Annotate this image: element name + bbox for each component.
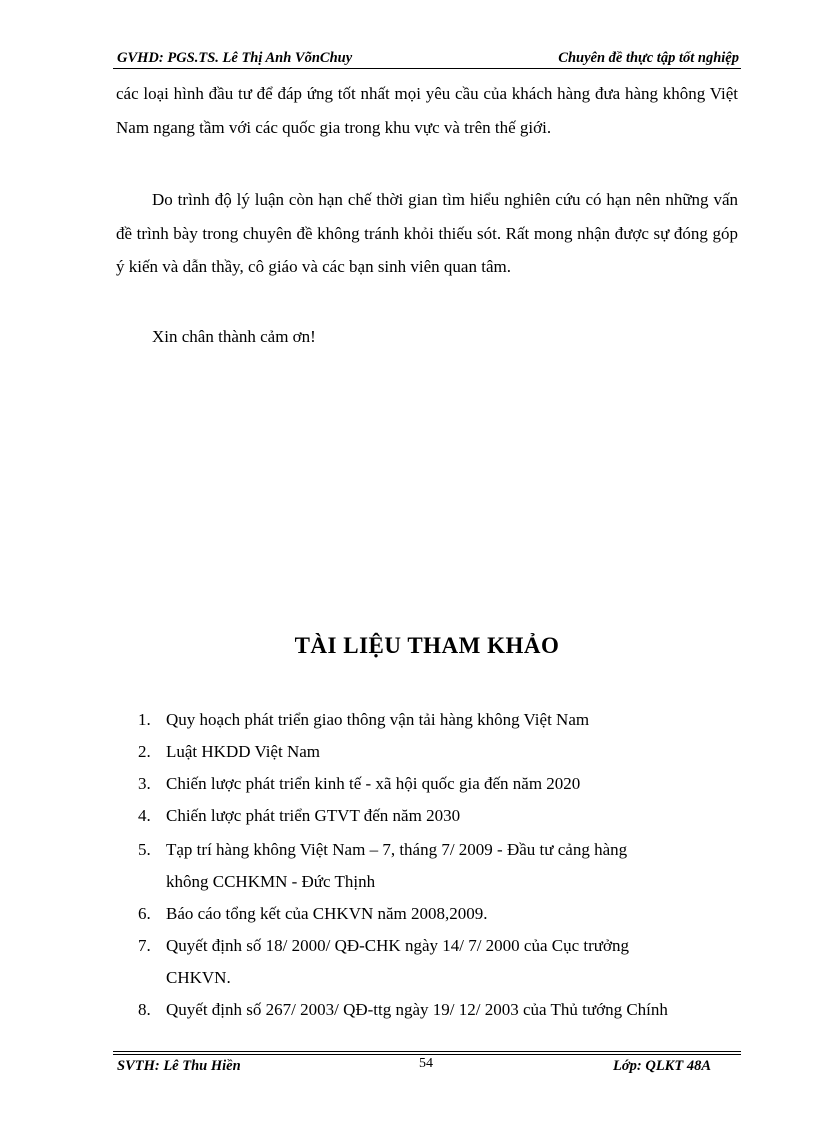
reference-number: 3. bbox=[138, 774, 151, 793]
page-number: 54 bbox=[419, 1056, 433, 1071]
reference-number: 2. bbox=[138, 742, 151, 761]
closing-thanks: Xin chân thành cảm ơn! bbox=[152, 327, 316, 346]
header-divider bbox=[113, 68, 741, 69]
reference-item bbox=[138, 741, 320, 763]
footer-class: Lớp: QLKT 48A bbox=[613, 1058, 711, 1074]
reference-item bbox=[138, 805, 460, 827]
reference-item bbox=[138, 999, 668, 1021]
header-document-type: Chuyên đề thực tập tốt nghiệp bbox=[558, 50, 739, 66]
header-advisor: GVHD: PGS.TS. Lê Thị Anh VõnChuy bbox=[117, 50, 353, 66]
body-paragraph-1: các loại hình đầu tư để đáp ứng tốt nhất mọi yêu cầu của khách hàng đưa hàng không Việt Nam ngang tầm với các quốc gia trong khu vực và trên thế giới. bbox=[116, 84, 738, 137]
reference-number: 1. bbox=[138, 710, 151, 729]
references-title: TÀI LIỆU THAM KHẢO bbox=[294, 633, 560, 658]
reference-text: Quyết định số 18/ 2000/ QĐ-CHK ngày 14/ 7/ 2000 của Cục trưởng bbox=[166, 936, 629, 955]
reference-number: 7. bbox=[138, 936, 151, 955]
page-header bbox=[113, 49, 741, 69]
reference-text: Quy hoạch phát triển giao thông vận tải hàng không Việt Nam bbox=[166, 710, 590, 729]
body-paragraph-2: Do trình độ lý luận còn hạn chế thời gian tìm hiểu nghiên cứu có hạn nên những vấn đề trình bày trong chuyên đề không tránh khỏi thiếu sót. Rất mong nhận được sự đóng góp ý kiến và dẫn thầy, cô giáo và các bạn sinh viên quan tâm. bbox=[116, 190, 738, 276]
reference-text: Chiến lược phát triển kinh tế - xã hội quốc gia đến năm 2020 bbox=[166, 774, 581, 793]
reference-number: 8. bbox=[138, 1000, 151, 1019]
page-footer bbox=[113, 1056, 741, 1076]
reference-number: 6. bbox=[138, 904, 151, 923]
reference-number: 4. bbox=[138, 806, 151, 825]
reference-text: Báo cáo tổng kết của CHKVN năm 2008,2009. bbox=[166, 904, 488, 923]
reference-number: 5. bbox=[138, 840, 151, 859]
footer-student: SVTH: Lê Thu Hiền bbox=[117, 1058, 241, 1074]
reference-item bbox=[138, 709, 589, 731]
reference-text: Tạp trí hàng không Việt Nam – 7, tháng 7/ 2009 - Đầu tư cảng hàng bbox=[166, 840, 628, 859]
reference-text: Quyết định số 267/ 2003/ QĐ-ttg ngày 19/ 12/ 2003 của Thủ tướng Chính bbox=[166, 1000, 668, 1019]
footer-divider-top bbox=[113, 1051, 741, 1052]
reference-item bbox=[138, 839, 627, 861]
reference-item bbox=[138, 903, 488, 925]
reference-text: Chiến lược phát triển GTVT đến năm 2030 bbox=[166, 806, 461, 825]
footer-divider-bottom bbox=[113, 1054, 741, 1055]
reference-text: Luật HKDD Việt Nam bbox=[166, 742, 320, 761]
reference-continuation: không CCHKMN - Đức Thịnh bbox=[166, 872, 376, 891]
reference-continuation: CHKVN. bbox=[166, 968, 231, 987]
reference-item bbox=[138, 773, 580, 795]
reference-item bbox=[138, 935, 629, 957]
